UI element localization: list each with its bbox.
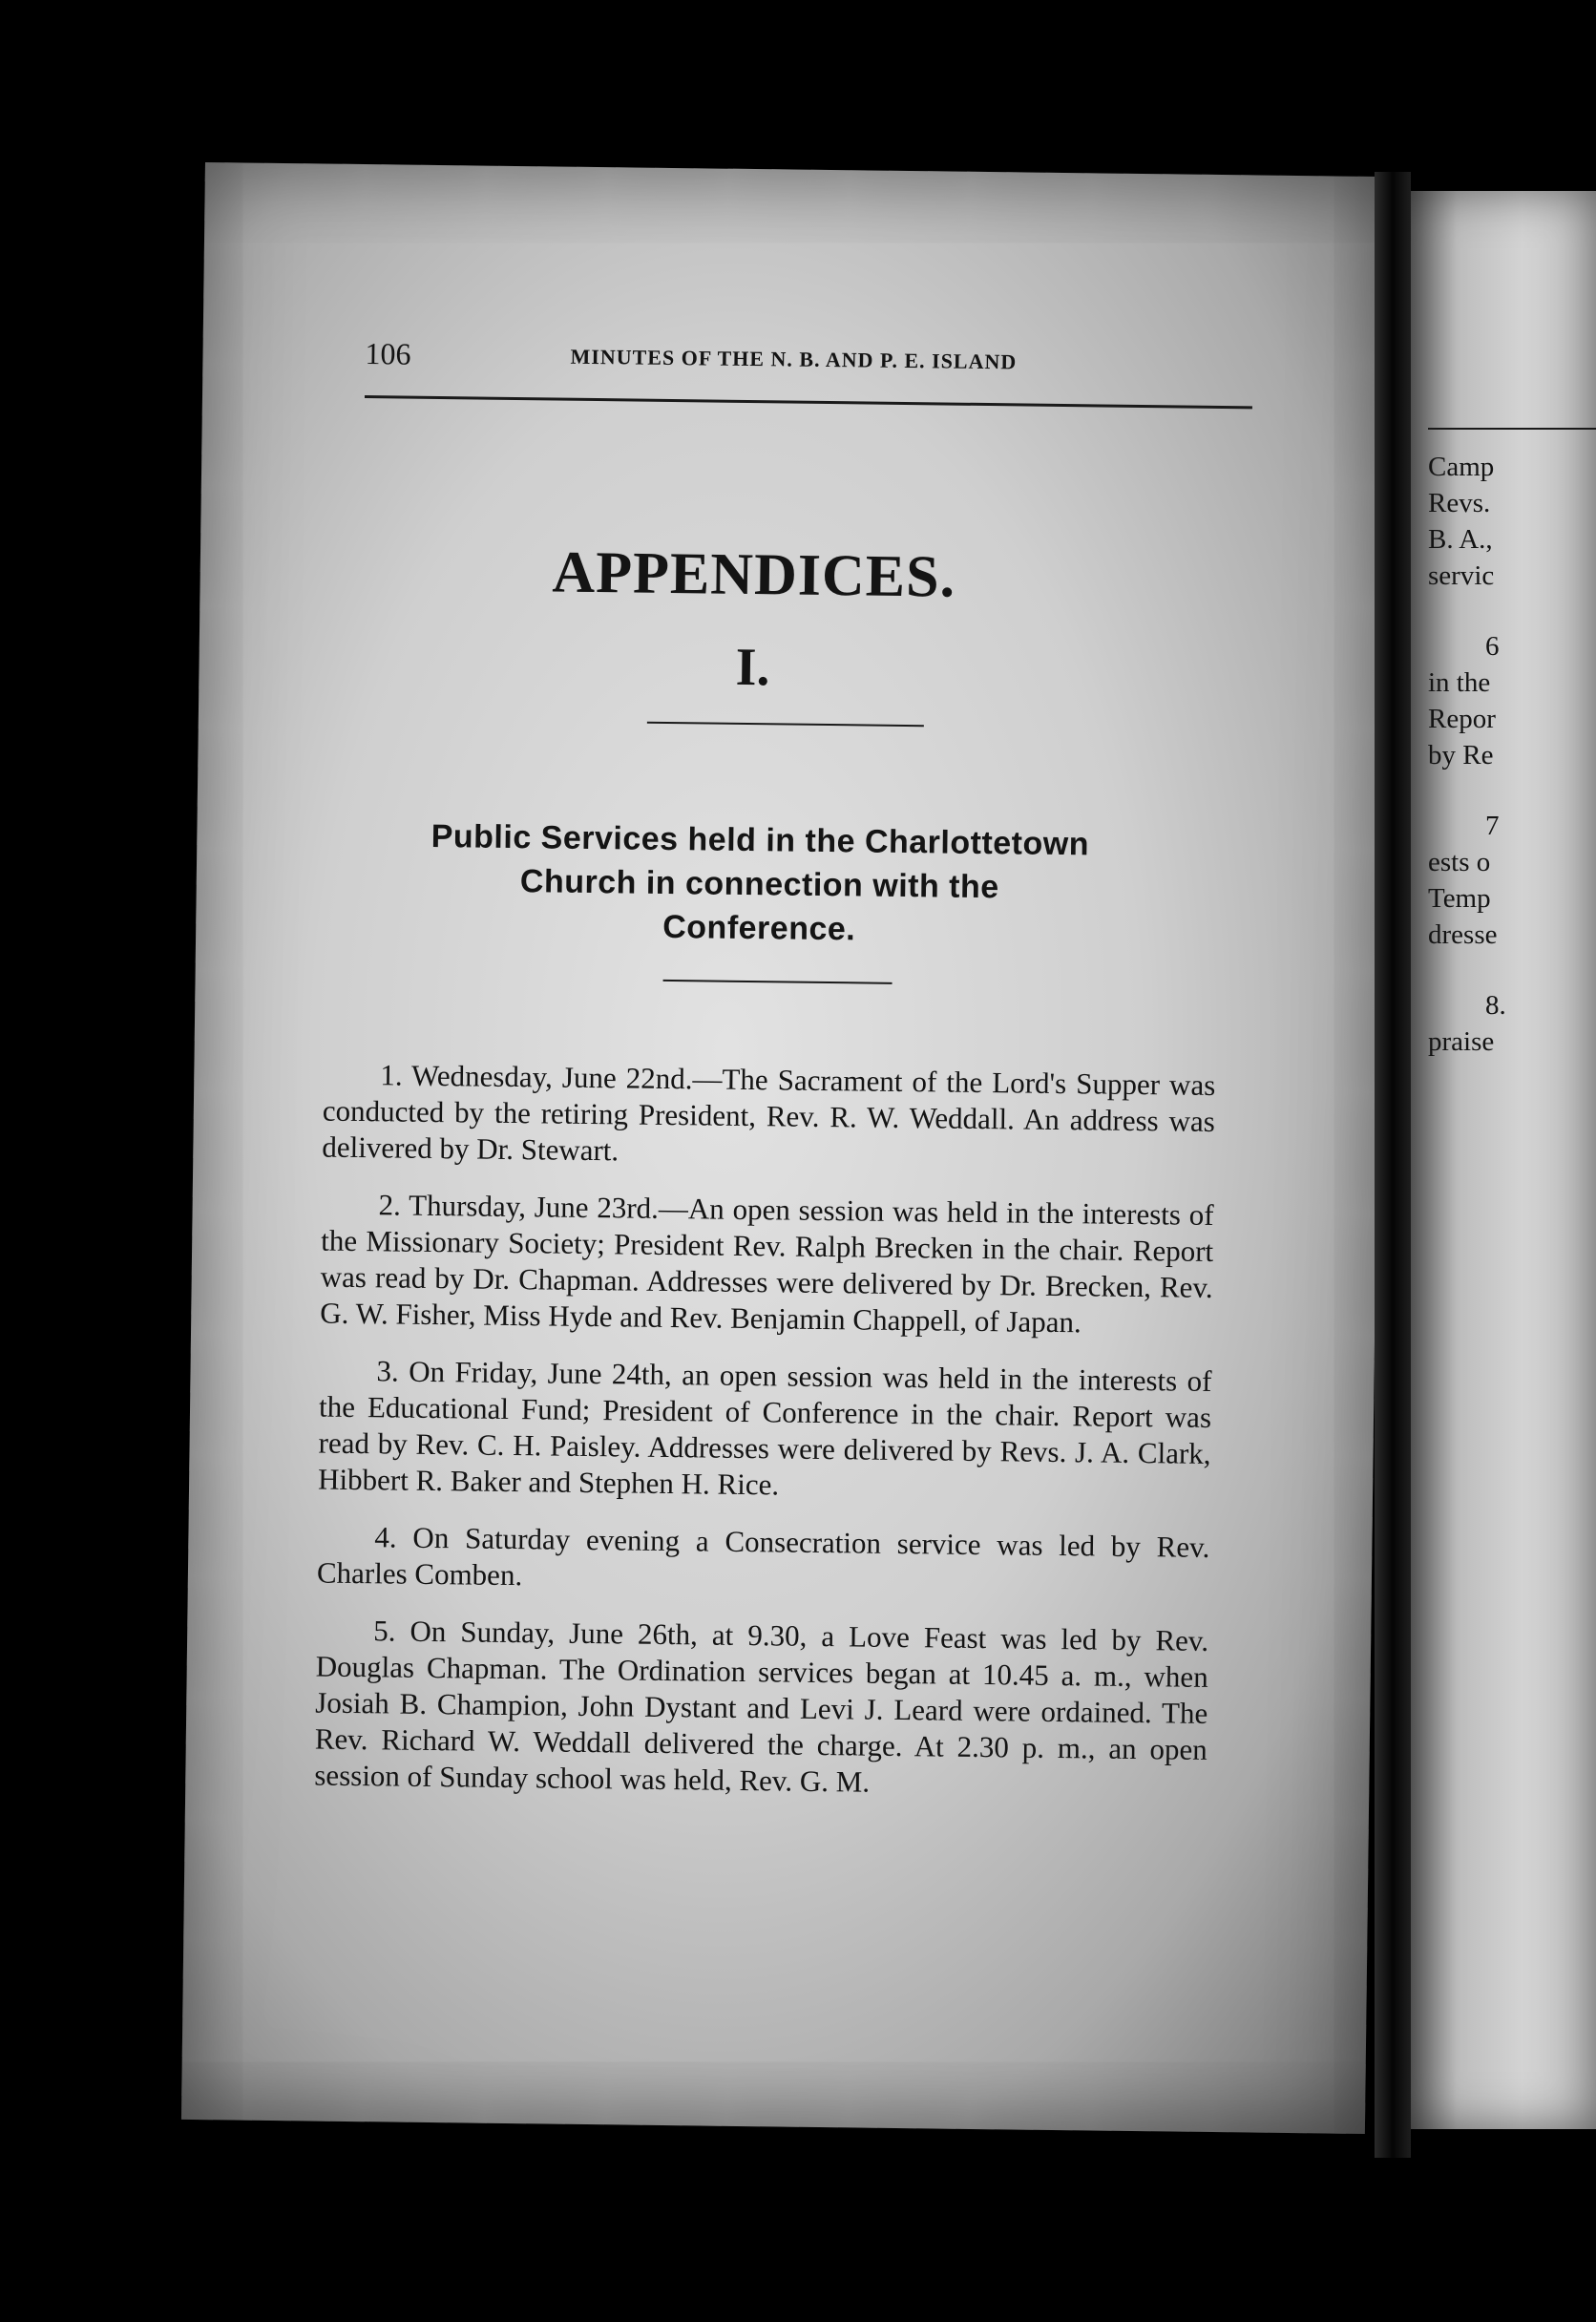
right-page-partial: [1411, 191, 1596, 2129]
left-page: [181, 162, 1389, 2134]
divider-rule: [647, 722, 924, 728]
paragraph-4: 4. On Saturday evening a Consecration service was led by Rev. Charles Comben.: [316, 1520, 1210, 1593]
text-fragment: 7: [1485, 811, 1500, 841]
section-heading: [329, 813, 1190, 956]
paragraph-5: 5. On Sunday, June 26th, at 9.30, a Love Feast was led by Rev. Douglas Chapman. The Ordination services began at 10.45 a. m., when Josiah B. Champion, John Dystant and Levi J. Leard were ordained. The Rev. Richard W. Weddall delivered the charge. At 2.30 p. m., an open session of Sunday school was held, Rev. G. M.: [314, 1614, 1209, 1799]
text-fragment: 6: [1485, 631, 1500, 662]
page-number: 106: [365, 336, 411, 371]
text-fragment: praise: [1428, 1026, 1495, 1057]
appendix-number: I.: [735, 637, 770, 698]
text-fragment: Camp: [1428, 452, 1495, 482]
paragraph-1: 1. Wednesday, June 22nd.—The Sacrament of the Lord's Supper was conducted by the retiring President, Rev. R. W. Weddall. An address was delivered by Dr. Stewart.: [322, 1058, 1216, 1168]
text-fragment: Repor: [1428, 704, 1496, 734]
running-head: [365, 336, 1253, 404]
text-fragment: dresse: [1428, 919, 1498, 950]
text-fragment: Temp: [1428, 883, 1491, 914]
text-fragment: 8.: [1485, 990, 1506, 1021]
text-fragment: servic: [1428, 560, 1495, 591]
appendices-title: APPENDICES.: [552, 539, 956, 610]
text-fragment: B. A.,: [1428, 524, 1493, 555]
text-fragment: Revs.: [1428, 488, 1491, 518]
text-fragment: ests o: [1428, 847, 1491, 877]
text-fragment: by Re: [1428, 740, 1494, 770]
heading-line: Church in connection with the: [519, 863, 999, 906]
heading-line: Conference.: [662, 908, 856, 948]
text-fragment: in the: [1428, 667, 1491, 698]
heading-line: Public Services held in the Charlottetown: [430, 817, 1090, 863]
right-page-text: [1428, 449, 1596, 1060]
paragraph-3: 3. On Friday, June 24th, an open session was held in the interests of the Educational Fund; President of Conference in the chair. Report was read by Rev. C. H. Paisley. Addresses were delivered by Revs. J. A. Clark, Hibbert R. Baker and Stephen H. Rice.: [317, 1354, 1212, 1502]
paragraph-2: 2. Thursday, June 23rd.—An open session was held in the interests of the Missionary Society; President Rev. Ralph Brecken in the chair. Report was read by Dr. Chapman. Addresses were delivered by Dr. Brecken, Rev. G. W. Fisher, Miss Hyde and Rev. Benjamin Chappell, of Japan.: [320, 1188, 1214, 1340]
running-title: MINUTES OF THE N. B. AND P. E. ISLAND: [570, 344, 1018, 374]
header-rule: [1428, 428, 1596, 430]
book-gutter: [1375, 172, 1411, 2158]
divider-rule: [663, 980, 892, 984]
body-text: [314, 1057, 1216, 1826]
